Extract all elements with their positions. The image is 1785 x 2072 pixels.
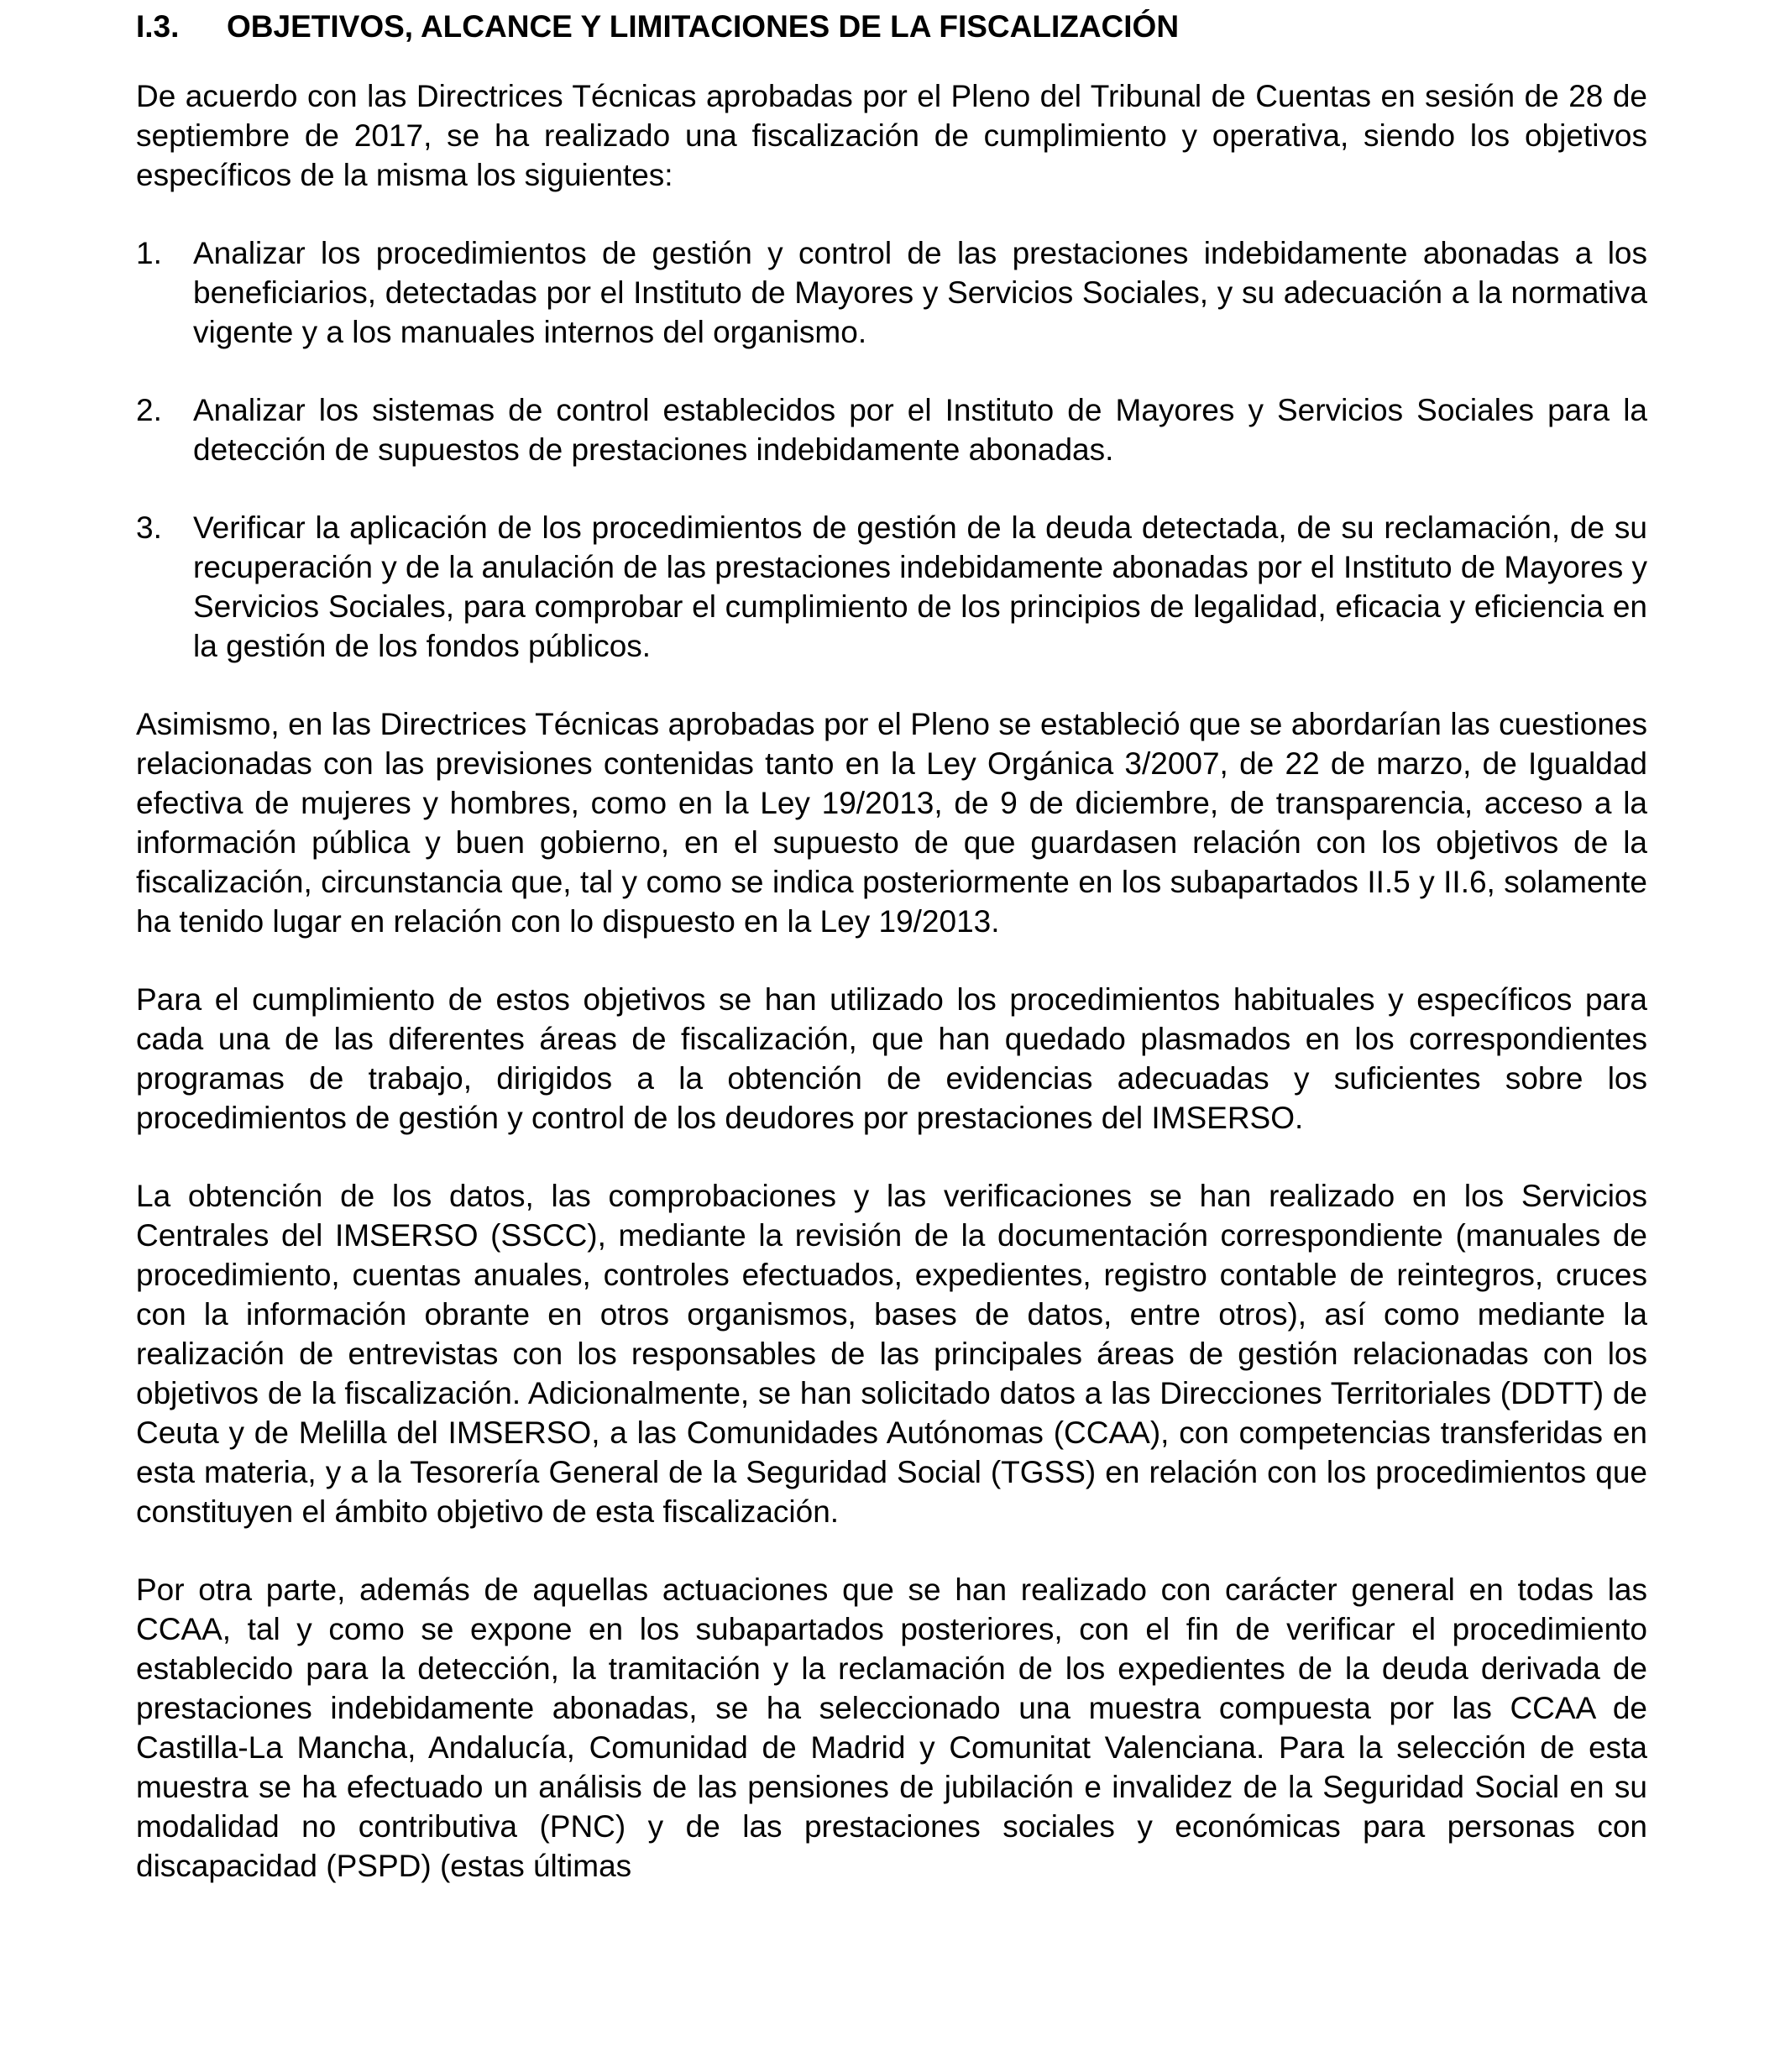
- objective-number: 2.: [136, 393, 162, 427]
- body-paragraph: Para el cumplimiento de estos objetivos se han utilizado los procedimientos habituales y específicos para cada una de las diferentes áreas de fiscalización, que han quedado plasmados en los correspondientes programas de trabajo, dirigidos a la obtención de evidencias adecuadas y suficientes sobre los procedimientos de gestión y control de los deudores por prestaciones del IMSERSO.: [136, 982, 1647, 1135]
- objective-item: [136, 390, 1647, 469]
- objective-item: [136, 233, 1647, 352]
- objective-text: Verificar la aplicación de los procedimientos de gestión de la deuda detectada, de su reclamación, de su recuperación y de la anulación de las prestaciones indebidamente abonadas por el Instituto de Mayores y Servicios Sociales, para comprobar el cumplimiento de los principios de legalidad, eficacia y eficiencia en la gestión de los fondos públicos.: [193, 510, 1647, 663]
- section-heading: [136, 7, 1647, 46]
- objective-item: [136, 508, 1647, 666]
- section-title: OBJETIVOS, ALCANCE Y LIMITACIONES DE LA FISCALIZACIÓN: [227, 9, 1180, 44]
- objective-text: Analizar los procedimientos de gestión y control de las prestaciones indebidamente abonadas a los beneficiarios, detectadas por el Instituto de Mayores y Servicios Sociales, y su adecuación a la normativa vigente y a los manuales internos del organismo.: [193, 236, 1647, 349]
- body-paragraph: La obtención de los datos, las comprobaciones y las verificaciones se han realizado en los Servicios Centrales del IMSERSO (SSCC), mediante la revisión de la documentación correspondiente (manuales de procedimiento, cuentas anuales, controles efectuados, expedientes, registro contable de reintegros, cruces con la información obrante en otros organismos, bases de datos, entre otros), así como mediante la realización de entrevistas con los responsables de las principales áreas de gestión relacionadas con los objetivos de la fiscalización. Adicionalmente, se han solicitado datos a las Direcciones Territoriales (DDTT) de Ceuta y de Melilla del IMSERSO, a las Comunidades Autónomas (CCAA), con competencias transferidas en esta materia, y a la Tesorería General de la Seguridad Social (TGSS) en relación con los procedimientos que constituyen el ámbito objetivo de esta fiscalización.: [136, 1179, 1647, 1529]
- objective-number: 1.: [136, 236, 162, 270]
- objective-number: 3.: [136, 510, 162, 545]
- objective-text: Analizar los sistemas de control establecidos por el Instituto de Mayores y Servicios Sociales para la detección de supuestos de prestaciones indebidamente abonadas.: [193, 393, 1647, 467]
- body-paragraph: Asimismo, en las Directrices Técnicas aprobadas por el Pleno se estableció que se abordarían las cuestiones relacionadas con las previsiones contenidas tanto en la Ley Orgánica 3/2007, de 22 de marzo, de Igualdad efectiva de mujeres y hombres, como en la Ley 19/2013, de 9 de diciembre, de transparencia, acceso a la información pública y buen gobierno, en el supuesto de que guardasen relación con los objetivos de la fiscalización, circunstancia que, tal y como se indica posteriormente en los subapartados II.5 y II.6, solamente ha tenido lugar en relación con lo dispuesto en la Ley 19/2013.: [136, 707, 1647, 939]
- document-page: [136, 7, 1647, 1924]
- body-paragraph: Por otra parte, además de aquellas actuaciones que se han realizado con carácter general en todas las CCAA, tal y como se expone en los subapartados posteriores, con el fin de verificar el procedimiento establecido para la detección, la tramitación y la reclamación de los expedientes de la deuda derivada de prestaciones indebidamente abonadas, se ha seleccionado una muestra compuesta por las CCAA de Castilla-La Mancha, Andalucía, Comunidad de Madrid y Comunitat Valenciana. Para la selección de esta muestra se ha efectuado un análisis de las pensiones de jubilación e invalidez de la Seguridad Social en su modalidad no contributiva (PNC) y de las prestaciones sociales y económicas para personas con discapacidad (PSPD) (estas últimas: [136, 1572, 1647, 1883]
- intro-paragraph: De acuerdo con las Directrices Técnicas aprobadas por el Pleno del Tribunal de Cuentas en sesión de 28 de septiembre de 2017, se ha realizado una fiscalización de cumplimiento y operativa, siendo los objetivos específicos de la misma los siguientes:: [136, 79, 1647, 192]
- section-number: I.3.: [136, 9, 180, 44]
